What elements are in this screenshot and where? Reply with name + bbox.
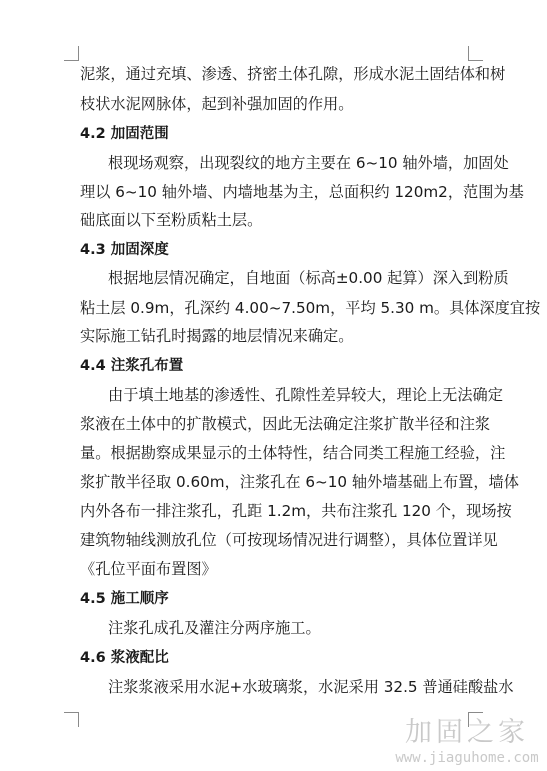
section-heading-4-5: 4.5 施工顺序 <box>80 591 169 607</box>
section-heading-4-2: 4.2 加固范围 <box>80 126 169 142</box>
body-line: 枝状水泥网脉体，起到补强加固的作用。 <box>80 95 354 113</box>
crop-mark-top-right <box>468 46 483 61</box>
body-line: 实际施工钻孔时揭露的地层情况来确定。 <box>80 327 354 345</box>
body-line: 建筑物轴线测放孔位（可按现场情况进行调整），具体位置详见 <box>80 531 498 549</box>
body-line: 泥浆，通过充填、渗透、挤密土体孔隙，形成水泥土固结体和树 <box>80 65 506 83</box>
crop-mark-bottom-left <box>64 712 79 727</box>
body-line: 量。根据勘察成果显示的土体特性，结合同类工程施工经验，注 <box>80 444 506 462</box>
body-line: 浆扩散半径取 0.60m，注浆孔在 6~10 轴外墙基础上布置，墙体 <box>80 473 519 491</box>
body-line: 粘土层 0.9m，孔深约 4.00~7.50m，平均 5.30 m。具体深度宜按 <box>80 299 541 317</box>
section-heading-4-4: 4.4 注浆孔布置 <box>80 358 184 374</box>
crop-mark-top-left <box>64 46 79 61</box>
watermark-url: www.jiaguhome.com <box>395 750 539 766</box>
watermark-text: 加固之家 <box>405 717 529 748</box>
section-heading-4-6: 4.6 浆液配比 <box>80 650 169 666</box>
body-line: 浆液在土体中的扩散模式，因此无法确定注浆扩散半径和注浆 <box>80 415 491 433</box>
watermark-logo <box>392 716 542 766</box>
body-line: 理以 6~10 轴外墙、内墙地基为主，总面积约 120m2，范围为基 <box>80 183 524 201</box>
body-line: 内外各布一排注浆孔，孔距 1.2m，共布注浆孔 120 个，现场按 <box>80 502 512 520</box>
body-line: 注浆浆液采用水泥+水玻璃浆，水泥采用 32.5 普通硅酸盐水 <box>108 678 514 696</box>
body-line: 根据地层情况确定，自地面（标高±0.00 起算）深入到粉质 <box>108 269 509 287</box>
body-line: 注浆孔成孔及灌注分两序施工。 <box>108 619 321 637</box>
body-line: 础底面以下至粉质粘土层。 <box>80 211 263 229</box>
body-line: 根现场观察，出现裂纹的地方主要在 6~10 轴外墙，加固处 <box>108 154 509 172</box>
body-line: 《孔位平面布置图》 <box>80 560 217 578</box>
section-heading-4-3: 4.3 加固深度 <box>80 242 169 258</box>
body-line: 由于填土地基的渗透性、孔隙性差异较大，理论上无法确定 <box>108 386 503 404</box>
